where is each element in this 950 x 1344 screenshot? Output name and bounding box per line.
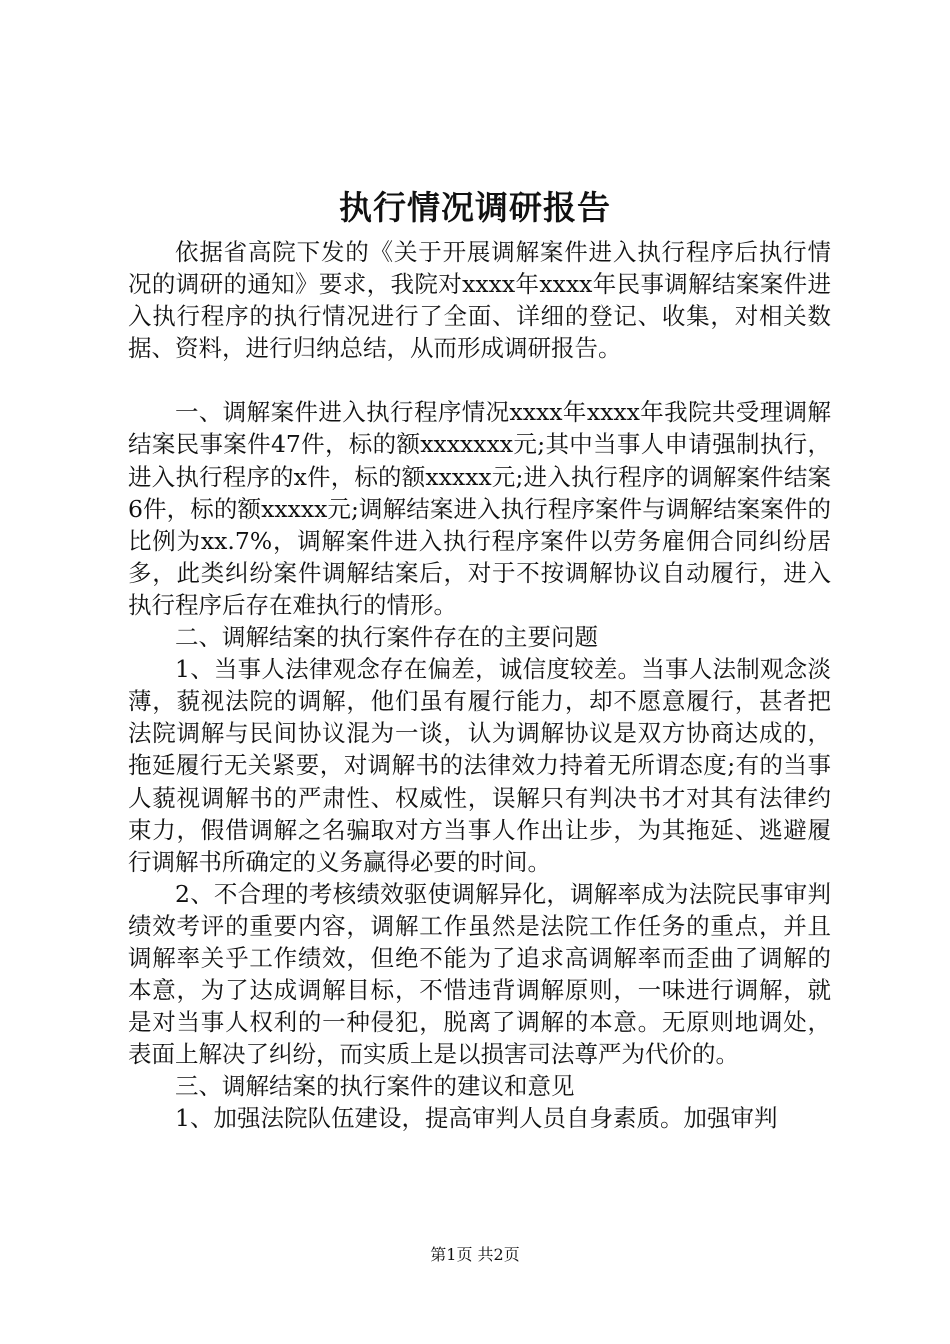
section-two-item-one: 1、当事人法律观念存在偏差，诚信度较差。当事人法制观念淡薄，藐视法院的调解，他们虽有履行能力，却不愿意履行，甚者把法院调解与民间协议混为一谈，认为调解协议是双方协商达成的，拖延履行无关紧要，对调解书的法律效力持着无所谓态度;有的当事人藐视调解书的严肃性、权威性，误解只有判决书才对其有法律约束力，假借调解之名骗取对方当事人作出让步，为其拖延、逃避履行调解书所确定的义务赢得必要的时间。 — [128, 655, 831, 876]
document-body — [128, 236, 831, 1135]
page-number-footer: 第1页 共2页 — [430, 1245, 520, 1264]
section-three-heading: 三、调解结案的执行案件的建议和意见 — [175, 1072, 575, 1101]
intro-paragraph: 依据省高院下发的《关于开展调解案件进入执行程序后执行情况的调研的通知》要求，我院对xxxx年xxxx年民事调解结案案件进入执行程序的执行情况进行了全面、详细的登记、收集，对相关数据、资料，进行归纳总结，从而形成调研报告。 — [128, 238, 831, 363]
document-title: 执行情况调研报告 — [339, 188, 611, 227]
section-two-heading: 二、调解结案的执行案件存在的主要问题 — [175, 623, 598, 652]
section-three-item-one: 1、加强法院队伍建设，提高审判人员自身素质。加强审判 — [175, 1104, 778, 1133]
section-two-item-two: 2、不合理的考核绩效驱使调解异化，调解率成为法院民事审判绩效考评的重要内容，调解工作虽然是法院工作任务的重点，并且调解率关乎工作绩效，但绝不能为了追求高调解率而歪曲了调解的本意，为了达成调解目标，不惜违背调解原则，一味进行调解，就是对当事人权利的一种侵犯，脱离了调解的本意。无原则地调处，表面上解决了纠纷，而实质上是以损害司法尊严为代价的。 — [128, 879, 831, 1069]
section-one-paragraph: 一、调解案件进入执行程序情况xxxx年xxxx年我院共受理调解结案民事案件47件，标的额xxxxxxx元;其中当事人申请强制执行，进入执行程序的x件，标的额xxxxx元;进入执行程序的调解案件结案6件，标的额xxxxx元;调解结案进入执行程序案件与调解结案案件的比例为xx.7%，调解案件进入执行程序案件以劳务雇佣合同纠纷居多，此类纠纷案件调解结案后，对于不按调解协议自动履行，进入执行程序后存在难执行的情形。 — [128, 398, 831, 619]
